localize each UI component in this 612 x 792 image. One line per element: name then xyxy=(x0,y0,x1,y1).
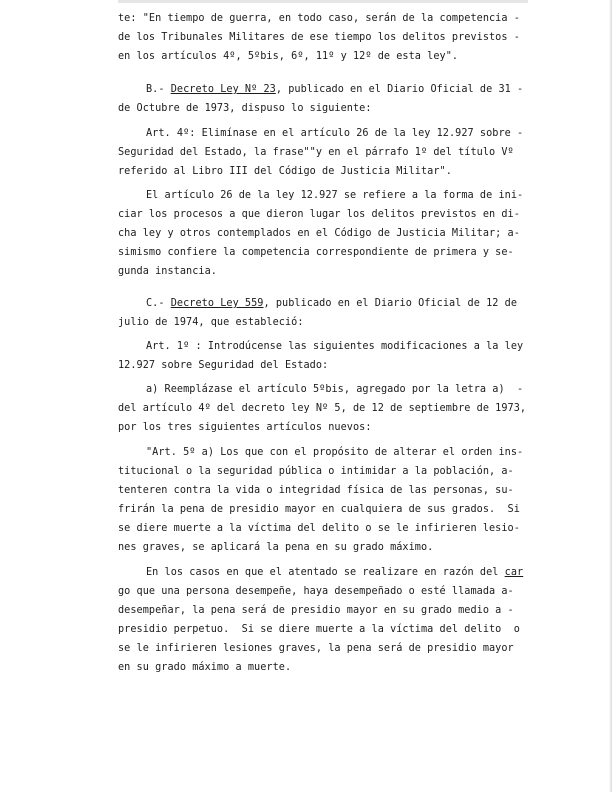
text-line: desempeñar, la pena será de presidio mayor en su grado medio a - xyxy=(118,605,514,616)
text-line: tenteren contra la vida o integridad física de las personas, su- xyxy=(118,485,514,496)
decree-559-link-text: Decreto Ley 559 xyxy=(170,298,264,309)
text-line: por los tres siguientes artículos nuevos: xyxy=(118,422,372,433)
text-line: se le infirieren lesiones graves, la pena será de presidio mayor xyxy=(118,643,514,654)
text-line-with-underline: En los casos en que el atentado se realizare en razón del car xyxy=(146,567,524,578)
text-line: presidio perpetuo. Si se diere muerte a la víctima del delito o xyxy=(118,624,520,635)
text-line: titucional o la seguridad pública o intimidar a la población, a- xyxy=(118,466,514,477)
section-b-heading: B.- Decreto Ley Nº 23, publicado en el Diario Oficial de 31 - xyxy=(146,84,524,95)
text-line: julio de 1974, que estableció: xyxy=(118,317,304,328)
text-line: gunda instancia. xyxy=(118,266,217,277)
text-line: El artículo 26 de la ley 12.927 se refiere a la forma de ini- xyxy=(146,190,524,201)
text-line: 12.927 sobre Seguridad del Estado: xyxy=(118,360,329,371)
text-line: de Octubre de 1973, dispuso lo siguiente: xyxy=(118,103,372,114)
text-line: Seguridad del Estado, la frase""y en el párrafo 1º del título Vº xyxy=(118,147,514,158)
text-line: del artículo 4º del decreto ley Nº 5, de 12 de septiembre de 1973, xyxy=(118,403,527,414)
text-line: ciar los procesos a que dieron lugar los delitos previstos en di- xyxy=(118,209,520,220)
text-line: te: "En tiempo de guerra, en todo caso, serán de la competencia - xyxy=(118,13,520,24)
text-line: referido al Libro III del Código de Justicia Militar". xyxy=(118,166,452,177)
text-line: a) Reemplázase el artículo 5ºbis, agregado por la letra a) - xyxy=(146,384,524,395)
text-line: cha ley y otros contemplados en el Código de Justicia Militar; a- xyxy=(118,228,520,239)
text-line: de los Tribunales Militares de ese tiempo los delitos previstos - xyxy=(118,32,520,43)
text-line: en los artículos 4º, 5ºbis, 6º, 11º y 12º de esta ley". xyxy=(118,51,459,62)
text-line: simismo confiere la competencia correspondiente de primera y se- xyxy=(118,247,514,258)
text-line: Art. 1º : Introdúcense las siguientes modificaciones a la ley xyxy=(146,341,524,352)
top-cut-line xyxy=(118,0,528,3)
text-line: nes graves, se aplicará la pena en su grado máximo. xyxy=(118,542,434,553)
decree-23-link-text: Decreto Ley Nº 23 xyxy=(170,84,276,95)
underlined-word: car xyxy=(504,567,524,578)
text-line: frirán la pena de presidio mayor en cualquiera de sus grados. Si xyxy=(118,504,520,515)
text-line: Art. 4º: Elimínase en el artículo 26 de la ley 12.927 sobre - xyxy=(146,128,524,139)
section-c-heading: C.- Decreto Ley 559, publicado en el Diario Oficial de 12 de xyxy=(146,298,518,309)
text-line: en su grado máximo a muerte. xyxy=(118,662,292,673)
text-line: "Art. 5º a) Los que con el propósito de alterar el orden ins- xyxy=(146,447,524,458)
text-line: go que una persona desempeñe, haya desempeñado o esté llamada a- xyxy=(118,586,514,597)
text-line: se diere muerte a la víctima del delito o se le infirieren lesio- xyxy=(118,523,520,534)
